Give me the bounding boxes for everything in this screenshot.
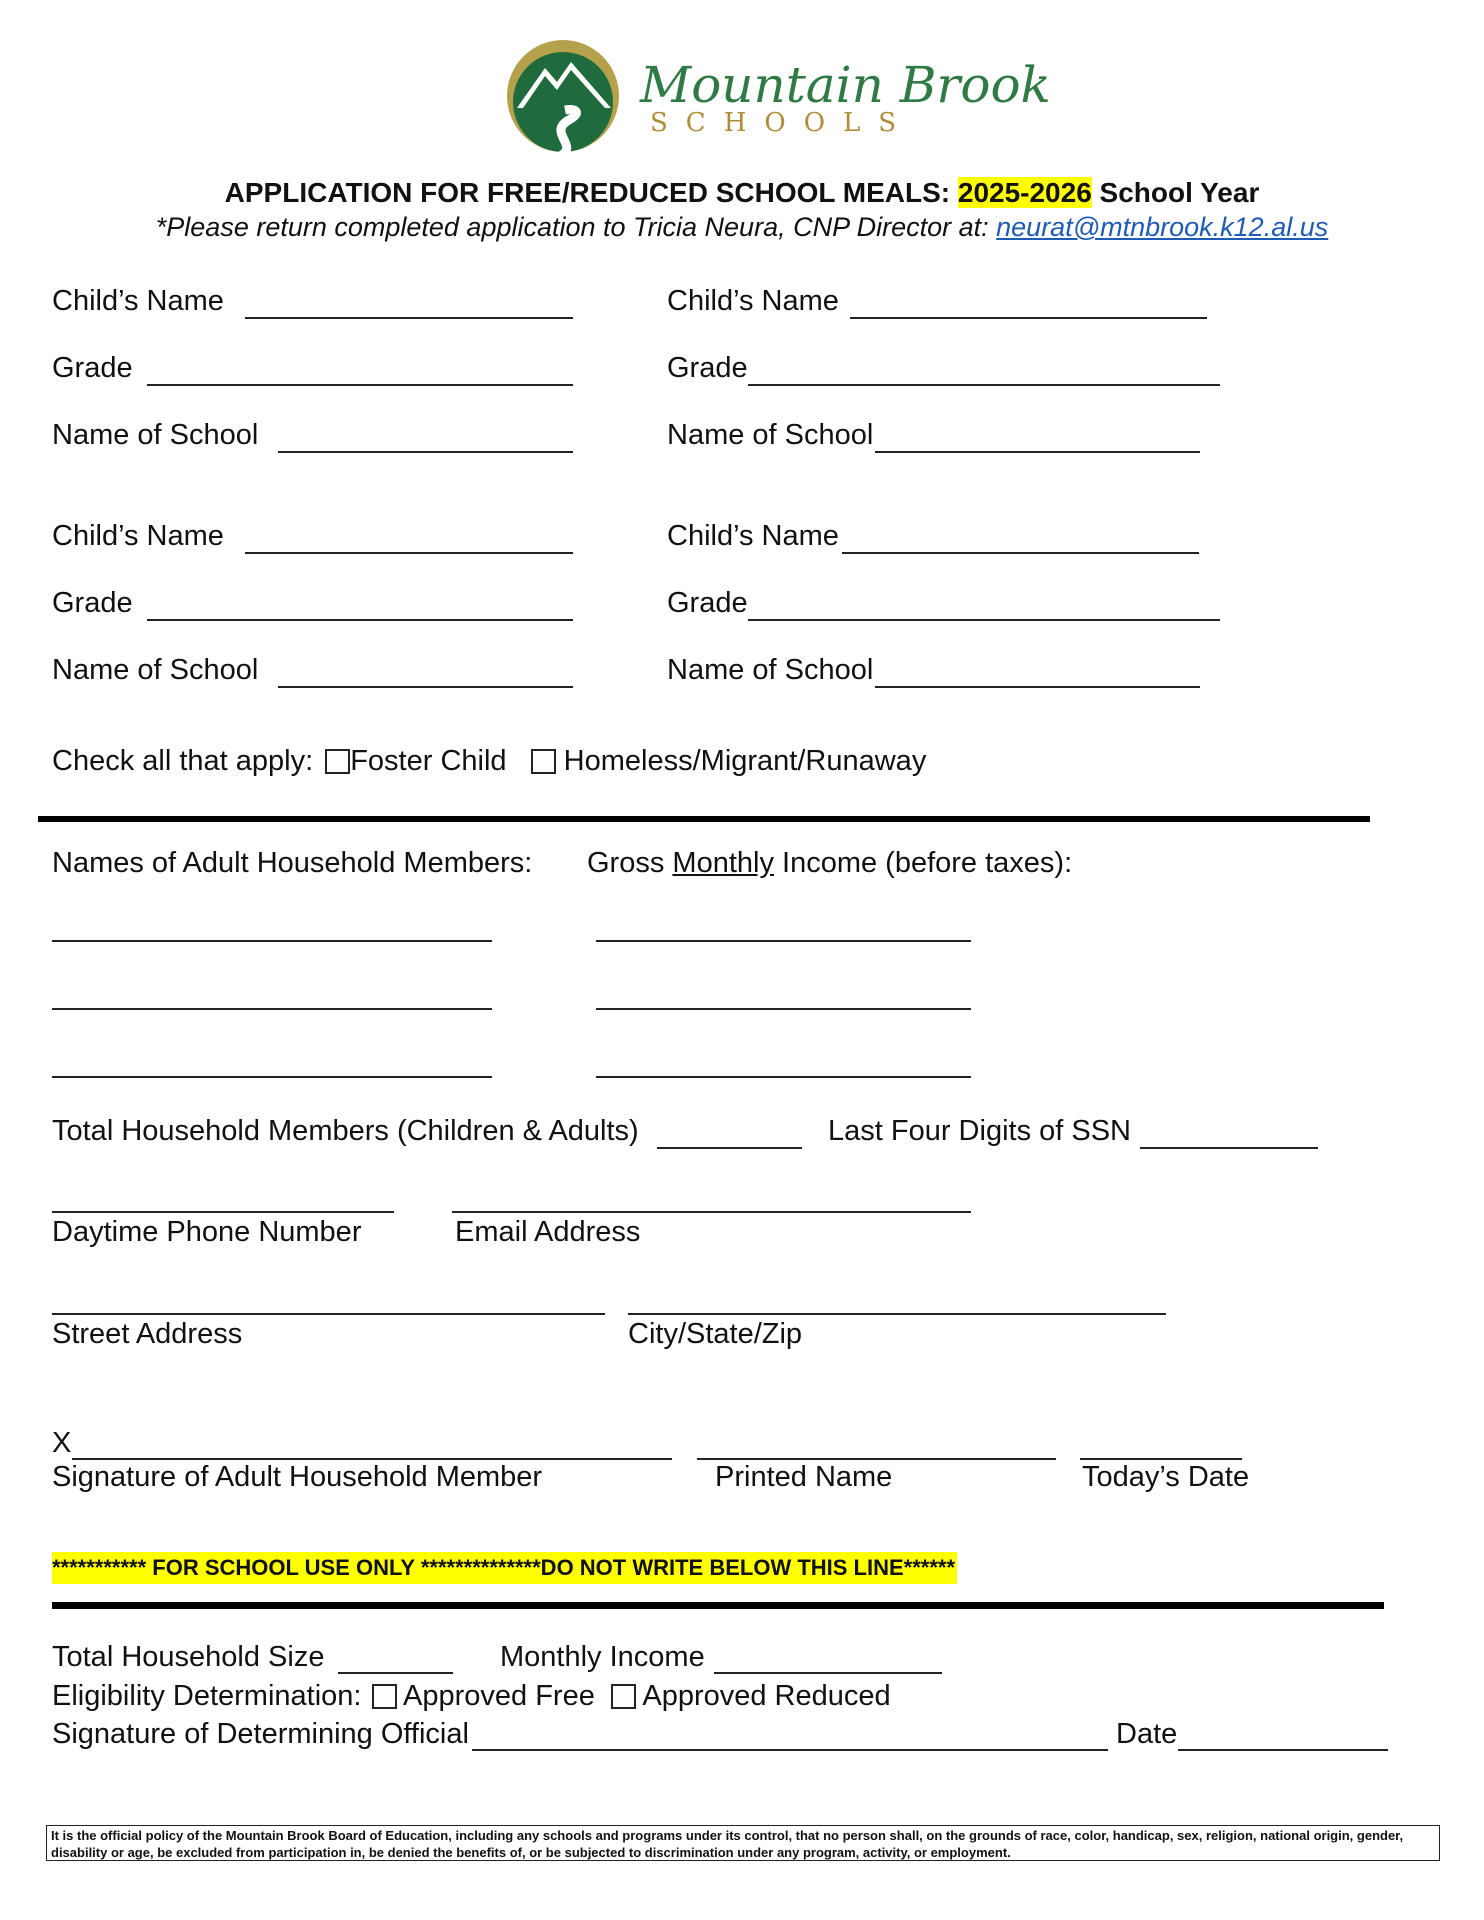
foster-child-checkbox[interactable]	[325, 749, 350, 774]
official-date-field[interactable]	[1178, 1749, 1388, 1751]
income-pre: Gross	[587, 847, 673, 879]
contact-email-link[interactable]: neurat@mtnbrook.k12.al.us	[996, 212, 1329, 242]
nondiscrimination-policy: It is the official policy of the Mountain Brook Board of Education, including any schools and programs under its control, that no person shall, on the grounds of race, color, handicap, sex, religion, national origin, gender, disability or age, be excluded from participation in, be denied the benefits of, or be subjected to discrimination under any program, activity, or employment.	[46, 1825, 1440, 1861]
todays-date-label: Today’s Date	[1082, 1461, 1250, 1493]
school-use-divider	[52, 1602, 1384, 1609]
child3-school-field[interactable]	[278, 686, 573, 688]
instructions-text: *Please return completed application to Tricia Neura, CNP Director at:	[155, 212, 997, 242]
signature-x: X	[52, 1427, 72, 1459]
child4-name-label: Child’s Name	[667, 520, 839, 552]
household-size-field[interactable]	[338, 1672, 453, 1674]
child4-school-field[interactable]	[875, 686, 1200, 688]
logo	[505, 38, 1051, 173]
income-label	[587, 847, 1072, 880]
adult-income-field-2[interactable]	[596, 1008, 971, 1010]
adults-label: Names of Adult Household Members:	[52, 847, 533, 879]
official-date-label: Date	[1116, 1718, 1178, 1750]
adult-income-field-3[interactable]	[596, 1076, 971, 1078]
foster-child-label: Foster Child	[350, 745, 507, 777]
total-members-field[interactable]	[657, 1147, 802, 1149]
child4-grade-label: Grade	[667, 587, 748, 619]
city-field[interactable]	[628, 1313, 1166, 1315]
income-monthly: Monthly	[672, 847, 774, 879]
page-title	[0, 177, 1484, 209]
email-label: Email Address	[455, 1216, 641, 1248]
child1-school-label: Name of School	[52, 419, 259, 451]
ssn-field[interactable]	[1140, 1147, 1318, 1149]
city-label: City/State/Zip	[628, 1318, 803, 1350]
child2-grade-label: Grade	[667, 352, 748, 384]
child3-school-label: Name of School	[52, 654, 259, 686]
approved-free-checkbox[interactable]	[372, 1684, 397, 1709]
phone-field[interactable]	[52, 1211, 394, 1213]
adult-name-field-2[interactable]	[52, 1008, 492, 1010]
approved-reduced-label: Approved Reduced	[642, 1680, 891, 1712]
monthly-income-field[interactable]	[714, 1672, 942, 1674]
homeless-checkbox[interactable]	[531, 749, 556, 774]
child2-name-label: Child’s Name	[667, 285, 839, 317]
section-divider	[38, 816, 1370, 822]
email-field[interactable]	[452, 1211, 971, 1213]
title-post: School Year	[1091, 177, 1260, 208]
child3-name-label: Child’s Name	[52, 520, 224, 552]
street-field[interactable]	[52, 1313, 605, 1315]
todays-date-field[interactable]	[1080, 1458, 1242, 1460]
approved-free-label: Approved Free	[403, 1680, 595, 1712]
child4-name-field[interactable]	[842, 552, 1199, 554]
adult-income-field-1[interactable]	[596, 940, 971, 942]
child1-grade-field[interactable]	[147, 384, 573, 386]
adult-name-field-1[interactable]	[52, 940, 492, 942]
official-signature-label: Signature of Determining Official	[52, 1718, 469, 1750]
eligibility-row	[52, 1680, 891, 1713]
income-post: Income (before taxes):	[773, 847, 1073, 879]
child4-school-label: Name of School	[667, 654, 874, 686]
status-row	[52, 745, 926, 778]
mountain-logo-icon	[505, 38, 625, 168]
street-label: Street Address	[52, 1318, 243, 1350]
phone-label: Daytime Phone Number	[52, 1216, 362, 1248]
household-size-label: Total Household Size	[52, 1641, 325, 1673]
instructions	[0, 212, 1484, 243]
approved-reduced-checkbox[interactable]	[611, 1684, 636, 1709]
child1-name-label: Child’s Name	[52, 285, 224, 317]
ssn-label: Last Four Digits of SSN	[828, 1115, 1131, 1147]
child2-school-label: Name of School	[667, 419, 874, 451]
title-pre: APPLICATION FOR FREE/REDUCED SCHOOL MEALS:	[224, 177, 958, 208]
adult-name-field-3[interactable]	[52, 1076, 492, 1078]
monthly-income-label: Monthly Income	[500, 1641, 705, 1673]
child2-name-field[interactable]	[850, 317, 1207, 319]
official-signature-field[interactable]	[472, 1749, 1108, 1751]
eligibility-label: Eligibility Determination:	[52, 1680, 362, 1712]
child1-name-field[interactable]	[245, 317, 573, 319]
status-label: Check all that apply:	[52, 745, 314, 777]
school-use-banner: *********** FOR SCHOOL USE ONLY **************DO NOT WRITE BELOW THIS LINE******	[52, 1552, 957, 1584]
printed-name-label: Printed Name	[715, 1461, 893, 1493]
child1-school-field[interactable]	[278, 451, 573, 453]
child3-grade-label: Grade	[52, 587, 133, 619]
child3-name-field[interactable]	[245, 552, 573, 554]
child2-school-field[interactable]	[875, 451, 1200, 453]
total-members-label: Total Household Members (Children & Adults)	[52, 1115, 639, 1147]
title-year: 2025-2026	[957, 177, 1092, 208]
child1-grade-label: Grade	[52, 352, 133, 384]
child4-grade-field[interactable]	[748, 619, 1220, 621]
logo-name: Mountain Brook	[640, 56, 1051, 114]
child2-grade-field[interactable]	[748, 384, 1220, 386]
signature-field[interactable]	[72, 1458, 672, 1460]
child3-grade-field[interactable]	[147, 619, 573, 621]
homeless-label: Homeless/Migrant/Runaway	[563, 745, 927, 777]
signature-label: Signature of Adult Household Member	[52, 1461, 543, 1493]
printed-name-field[interactable]	[697, 1458, 1056, 1460]
logo-sub: SCHOOLS	[650, 108, 915, 138]
